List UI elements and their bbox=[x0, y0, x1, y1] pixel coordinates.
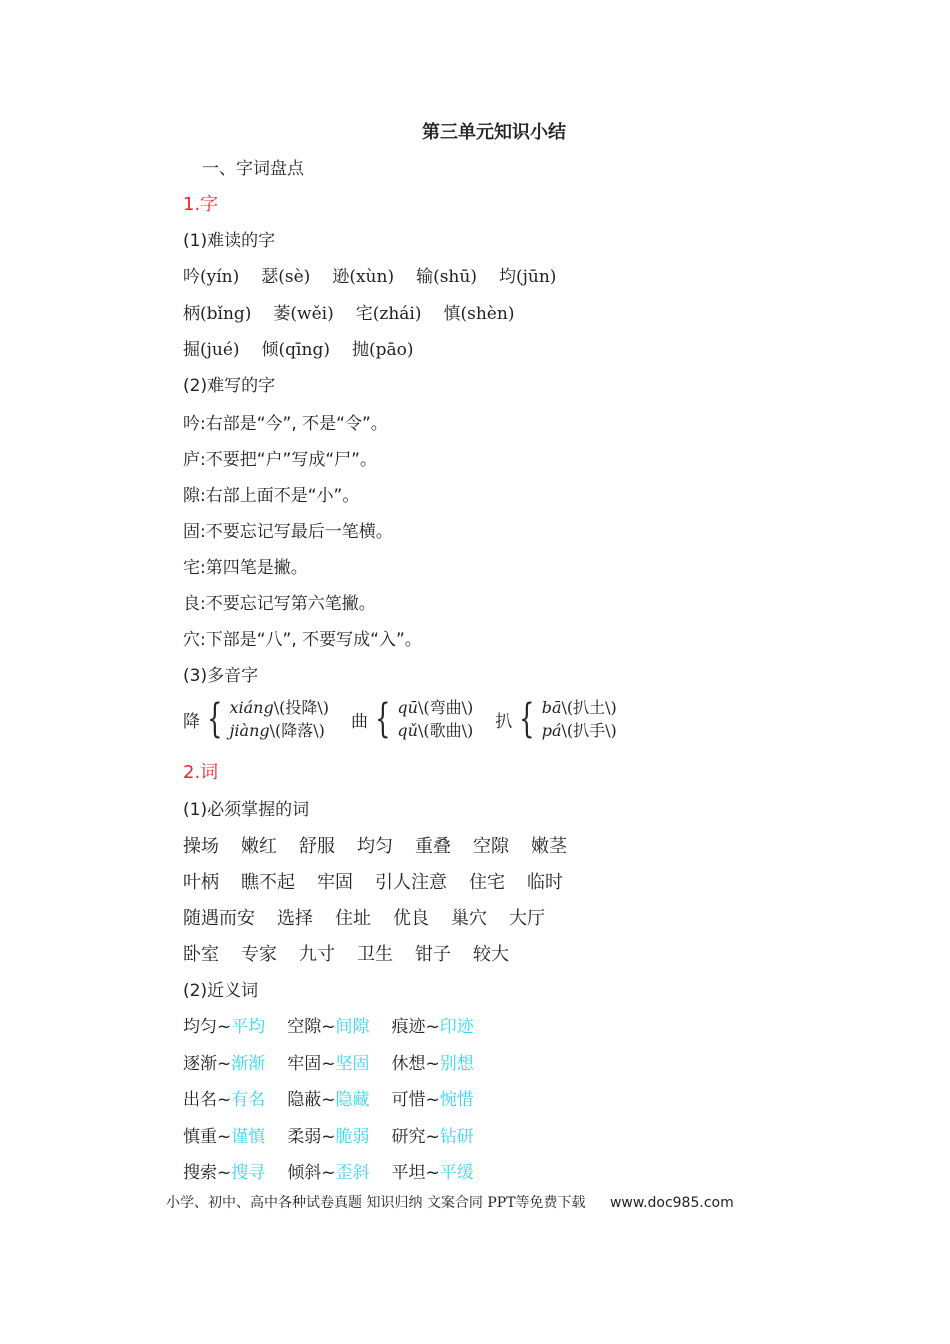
left-brace-icon: { bbox=[519, 696, 535, 742]
polyphone-char: 曲 bbox=[350, 711, 368, 732]
synonym-row bbox=[183, 1012, 496, 1037]
polyphone-readings: xiáng\(投降\) jiàng\(降落\) bbox=[229, 698, 329, 740]
word: 钳子 bbox=[415, 944, 451, 965]
hard-write-note: 隙:右部上面不是“小”。 bbox=[183, 486, 360, 506]
hard-read-item: 均(jūn) bbox=[498, 267, 557, 287]
must-words-row bbox=[183, 940, 531, 966]
synonym-pair: 休想~别想 bbox=[391, 1054, 474, 1074]
hard-write-note: 庐:不要把“户”写成“尸”。 bbox=[183, 450, 377, 470]
synonym-pair: 痕迹~印迹 bbox=[391, 1017, 474, 1037]
hard-write-note: 宅:第四笔是撇。 bbox=[183, 558, 308, 578]
synonym-pair: 逐渐~渐渐 bbox=[183, 1054, 266, 1074]
synonym-row bbox=[183, 1085, 496, 1110]
synonym-pair: 可惜~惋惜 bbox=[391, 1090, 474, 1110]
must-words-row bbox=[183, 868, 585, 894]
synonym-pair: 慎重~谨慎 bbox=[183, 1127, 266, 1147]
word: 选择 bbox=[277, 908, 313, 929]
synonym-row bbox=[183, 1158, 496, 1183]
subheading-hard-read: (1)难读的字 bbox=[183, 231, 276, 251]
hard-write-note: 吟:右部是“今”, 不是“令”。 bbox=[183, 414, 388, 434]
must-words-row bbox=[183, 904, 567, 930]
word: 大厅 bbox=[509, 908, 545, 929]
word: 临时 bbox=[527, 872, 563, 893]
polyphone-char: 降 bbox=[183, 711, 200, 732]
synonym-pair: 平坦~平缓 bbox=[391, 1163, 474, 1183]
hard-read-item: 逊(xùn) bbox=[332, 267, 395, 287]
word: 巢穴 bbox=[451, 908, 487, 929]
hard-read-item: 宅(zhái) bbox=[355, 304, 422, 324]
left-brace-icon: { bbox=[207, 696, 223, 742]
word: 操场 bbox=[183, 836, 219, 857]
synonym-row bbox=[183, 1122, 496, 1147]
page-title: 第三单元知识小结 bbox=[422, 122, 566, 143]
word: 瞧不起 bbox=[241, 872, 295, 893]
synonym-pair: 空隙~间隙 bbox=[287, 1017, 370, 1037]
subheading-must-words: (1)必须掌握的词 bbox=[183, 800, 310, 820]
hard-write-note: 固:不要忘记写最后一笔横。 bbox=[183, 522, 393, 542]
word: 引人注意 bbox=[375, 872, 447, 893]
part-heading-characters: 1.字 bbox=[183, 194, 219, 215]
subheading-hard-write: (2)难写的字 bbox=[183, 376, 276, 396]
word: 卫生 bbox=[357, 944, 393, 965]
hard-read-item: 抛(pāo) bbox=[351, 340, 414, 360]
footer-text: 小学、初中、高中各种试卷真题 知识归纳 文案合同 PPT等免费下载 bbox=[166, 1195, 586, 1211]
polyphone-readings: qū\(弯曲\) qǔ\(歌曲\) bbox=[397, 698, 474, 740]
synonym-pair: 柔弱~脆弱 bbox=[287, 1127, 370, 1147]
word: 优良 bbox=[393, 908, 429, 929]
part-heading-words: 2.词 bbox=[183, 762, 219, 783]
synonym-pair: 均匀~平均 bbox=[183, 1017, 266, 1037]
hard-write-note: 穴:下部是“八”, 不要写成“入”。 bbox=[183, 630, 422, 650]
polyphone-char: 扒 bbox=[495, 711, 513, 732]
word: 九寸 bbox=[299, 944, 335, 965]
hard-read-item: 输(shū) bbox=[416, 267, 477, 287]
polyphone-list bbox=[183, 696, 639, 742]
hard-read-item: 倾(qīng) bbox=[261, 340, 330, 360]
polyphone-readings: bā\(扒土\) pá\(扒手\) bbox=[541, 698, 617, 740]
synonym-pair: 倾斜~歪斜 bbox=[287, 1163, 370, 1183]
hard-read-item: 慎(shèn) bbox=[443, 304, 515, 324]
must-words-row bbox=[183, 832, 589, 858]
word: 专家 bbox=[241, 944, 277, 965]
word: 重叠 bbox=[415, 836, 451, 857]
word: 舒服 bbox=[299, 836, 335, 857]
synonym-pair: 隐蔽~隐藏 bbox=[287, 1090, 370, 1110]
hard-write-note: 良:不要忘记写第六笔撇。 bbox=[183, 594, 376, 614]
word: 卧室 bbox=[183, 944, 219, 965]
hard-read-row bbox=[183, 299, 536, 324]
word: 空隙 bbox=[473, 836, 509, 857]
hard-read-item: 瑟(sè) bbox=[261, 267, 311, 287]
word: 住址 bbox=[335, 908, 371, 929]
word: 均匀 bbox=[357, 836, 393, 857]
hard-read-item: 吟(yín) bbox=[183, 267, 240, 287]
synonym-pair: 出名~有名 bbox=[183, 1090, 266, 1110]
word: 较大 bbox=[473, 944, 509, 965]
hard-read-row bbox=[183, 262, 578, 287]
synonym-pair: 研究~钻研 bbox=[391, 1127, 474, 1147]
synonym-pair: 搜索~搜寻 bbox=[183, 1163, 266, 1183]
hard-read-item: 萎(wěi) bbox=[273, 304, 334, 324]
page-footer bbox=[166, 1192, 734, 1212]
hard-read-row bbox=[183, 335, 436, 360]
word: 住宅 bbox=[469, 872, 505, 893]
word: 嫩红 bbox=[241, 836, 277, 857]
word: 随遇而安 bbox=[183, 908, 255, 929]
word: 牢固 bbox=[317, 872, 353, 893]
word: 嫩茎 bbox=[531, 836, 567, 857]
hard-read-item: 柄(bǐng) bbox=[183, 304, 252, 324]
synonym-row bbox=[183, 1049, 496, 1074]
subheading-polyphones: (3)多音字 bbox=[183, 666, 259, 686]
word: 叶柄 bbox=[183, 872, 219, 893]
section-heading: 一、字词盘点 bbox=[202, 159, 304, 179]
left-brace-icon: { bbox=[375, 696, 391, 742]
subheading-synonyms: (2)近义词 bbox=[183, 981, 259, 1001]
footer-url[interactable]: www.doc985.com bbox=[609, 1195, 734, 1211]
synonym-pair: 牢固~坚固 bbox=[287, 1054, 370, 1074]
hard-read-item: 掘(jué) bbox=[183, 340, 240, 360]
